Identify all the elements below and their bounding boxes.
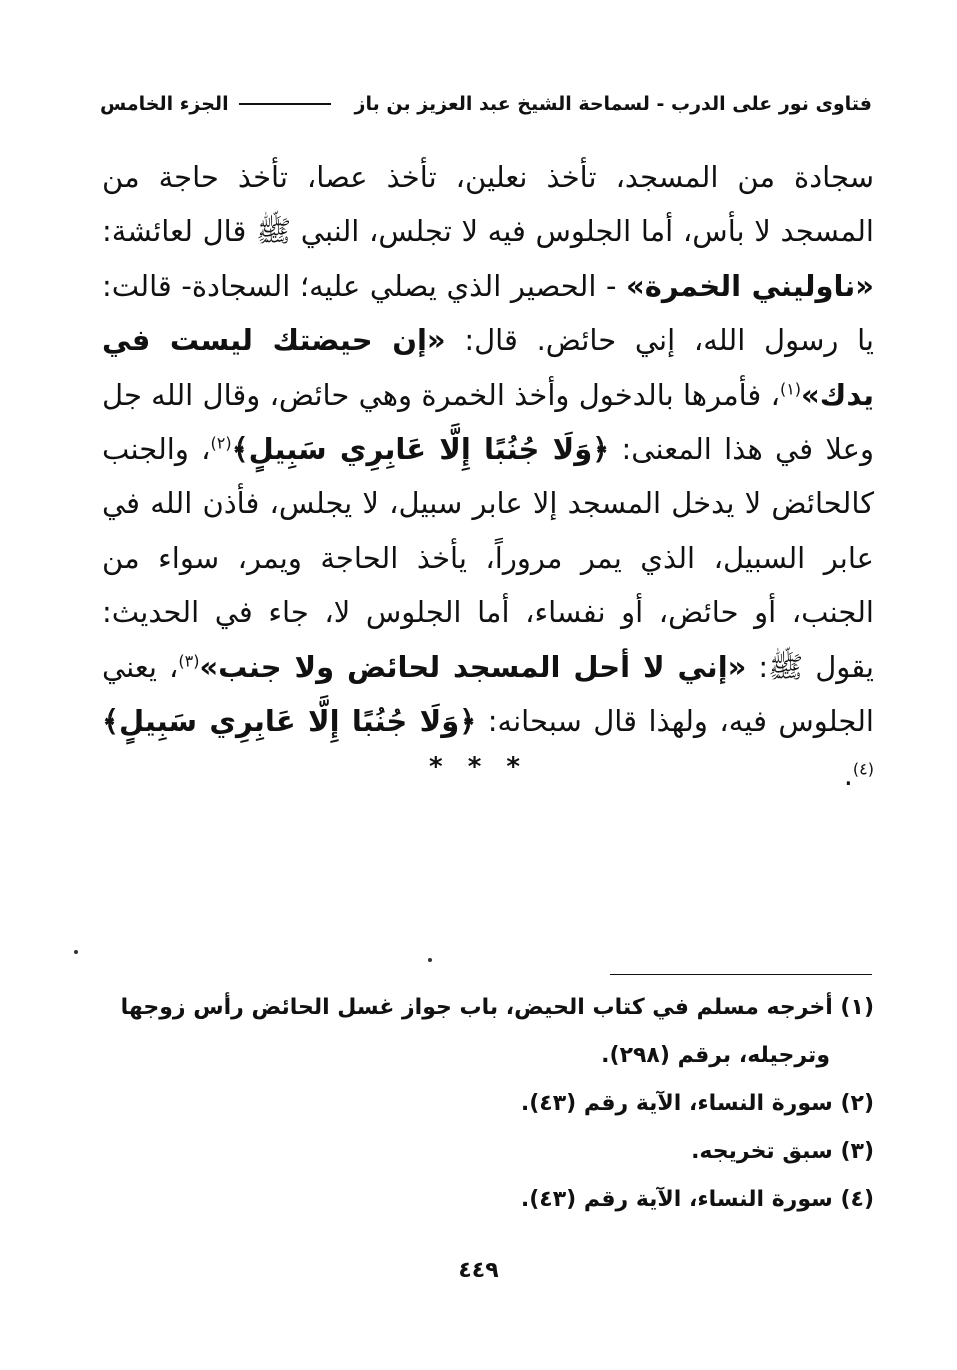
header-rule	[239, 103, 331, 105]
hadith-quote: «ناوليني الخمرة»	[626, 268, 875, 303]
section-separator: * * *	[429, 752, 528, 782]
footnote-rule	[610, 974, 872, 975]
text-segment: - الحصير الذي يصلي عليه؛ السجادة- قالت: يا رسول الله، إني حائض. قال:	[102, 268, 874, 358]
text-segment: ، يعني الجلوس فيه، ولهذا قال سبحانه:	[102, 649, 874, 739]
footnote-1: (١) أخرجه مسلم في كتاب الحيض، باب جواز غسل الحائض رأس زوجها	[120, 995, 874, 1020]
footnote-1-continuation: وترجيله، برقم (٢٩٨).	[601, 1043, 830, 1068]
scan-speck	[428, 958, 432, 962]
scan-speck	[74, 950, 78, 954]
header-book-title: فتاوى نور على الدرب - لسماحة الشيخ عبد العزيز بن باز	[354, 93, 872, 115]
footnote-3: (٣) سبق تخريجه.	[691, 1139, 874, 1164]
footnote-2: (٢) سورة النساء، الآية رقم (٤٣).	[520, 1091, 874, 1116]
header-volume: الجزء الخامس	[100, 93, 229, 115]
header-volume-group	[100, 93, 331, 115]
footnote-ref: (٢)	[210, 433, 232, 453]
quran-verse: ﴿وَلَا جُنُبًا إِلَّا عَابِرِي سَبِيلٍ﴾	[231, 432, 610, 467]
hadith-quote: «إن حيضتك ليست في يدك»	[102, 323, 874, 412]
footnote-ref: (٣)	[178, 651, 200, 670]
footnote-4: (٤) سورة النساء، الآية رقم (٤٣).	[520, 1187, 874, 1212]
page-number: ٤٤٩	[458, 1258, 499, 1283]
text-segment: ، والجنب كالحائض لا يدخل المسجد إلا عابر سبيل، لا يجلس، فأذن الله في عابر السبيل، الذي يمر مروراً، يأخذ الحاجة ويمر، سواء من الجنب، أو حائض، أو نفساء، أما الجلوس لا، جاء في الحديث: يقول ﷺ:	[102, 432, 874, 684]
text-segment: سجادة من المسجد، تأخذ نعلين، تأخذ عصا، تأخذ حاجة من المسجد لا بأس، أما الجلوس فيه لا تجلس، النبي ﷺ قال لعائشة:	[102, 160, 874, 249]
footnotes	[102, 984, 874, 1224]
text-segment: .	[843, 758, 853, 793]
quran-verse: ﴿وَلَا جُنُبًا إِلَّا عَابِرِي سَبِيلٍ﴾	[102, 704, 477, 739]
footnote-ref: (١)	[779, 378, 802, 398]
footnote-ref: (٤)	[852, 759, 874, 779]
text-segment: ، فأمرها بالدخول وأخذ الخمرة وهي حائض، وقال الله جل وعلا في هذا المعنى:	[102, 377, 874, 467]
main-text	[102, 150, 874, 803]
running-header	[100, 88, 872, 120]
hadith-quote: «إني لا أحل المسجد لحائض ولا جنب»	[199, 649, 747, 684]
